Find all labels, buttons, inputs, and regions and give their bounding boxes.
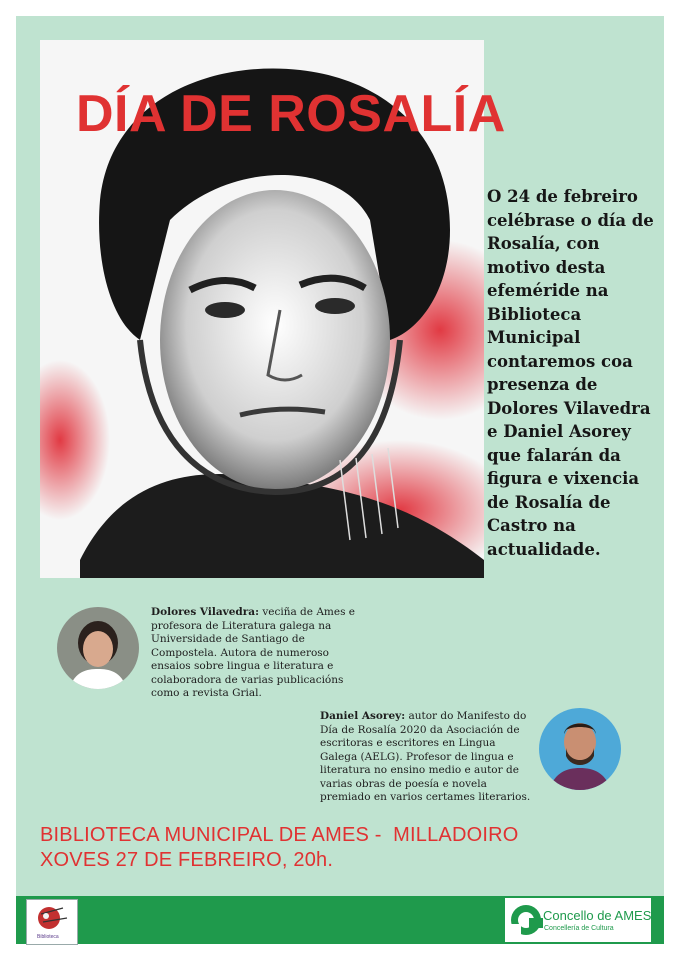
venue-line-1: BIBLIOTECA MUNICIPAL DE AMES - MILLADOIRO (40, 824, 519, 846)
concello-logo (505, 898, 651, 942)
speaker-bio-text-daniel: autor do Manifesto do Día de Rosalía 2020 da Asociación de escritoras e escritores en Lingua Galega (AELG). Profesor de lingua e literatura no ensino medio e autor de varias obras de poesía e novela premiado en varios certames literarios. (320, 710, 531, 803)
speaker-bio-dolores (151, 606, 367, 701)
concello-emblem-icon (509, 900, 543, 940)
speaker-bio-daniel (320, 710, 532, 805)
speaker-photo-daniel (539, 708, 621, 790)
event-description: O 24 de febreiro celébrase o día de Rosalía, con motivo desta efeméride na Biblioteca Municipal contaremos coa presenza de Dolores Vilavedra e Daniel Asorey que falarán da figura e vixencia de Rosalía de Castro na actualidade. (487, 187, 654, 559)
concello-subtitle: Concellería de Cultura (544, 925, 614, 932)
library-logo (26, 899, 78, 945)
event-venue (40, 823, 519, 873)
speaker-bio-text-dolores: veciña de Ames e profesora de Literatura galega na Universidade de Santiago de Compostela. Autora de numeroso ensaios sobre lingua e literatura e colaboradora de varias publicacións como a revista Grial. (151, 606, 356, 699)
page-title: DÍA DE ROSALÍA (76, 85, 506, 143)
speaker-photo-dolores (57, 607, 139, 689)
library-logo-text: Biblioteca (37, 934, 59, 940)
speaker-name-dolores: Dolores Vilavedra: (151, 606, 259, 618)
venue-line-2: XOVES 27 DE FEBREIRO, 20h. (40, 849, 334, 871)
concello-name: Concello de AMES (543, 908, 652, 923)
speaker-name-daniel: Daniel Asorey: (320, 710, 406, 722)
